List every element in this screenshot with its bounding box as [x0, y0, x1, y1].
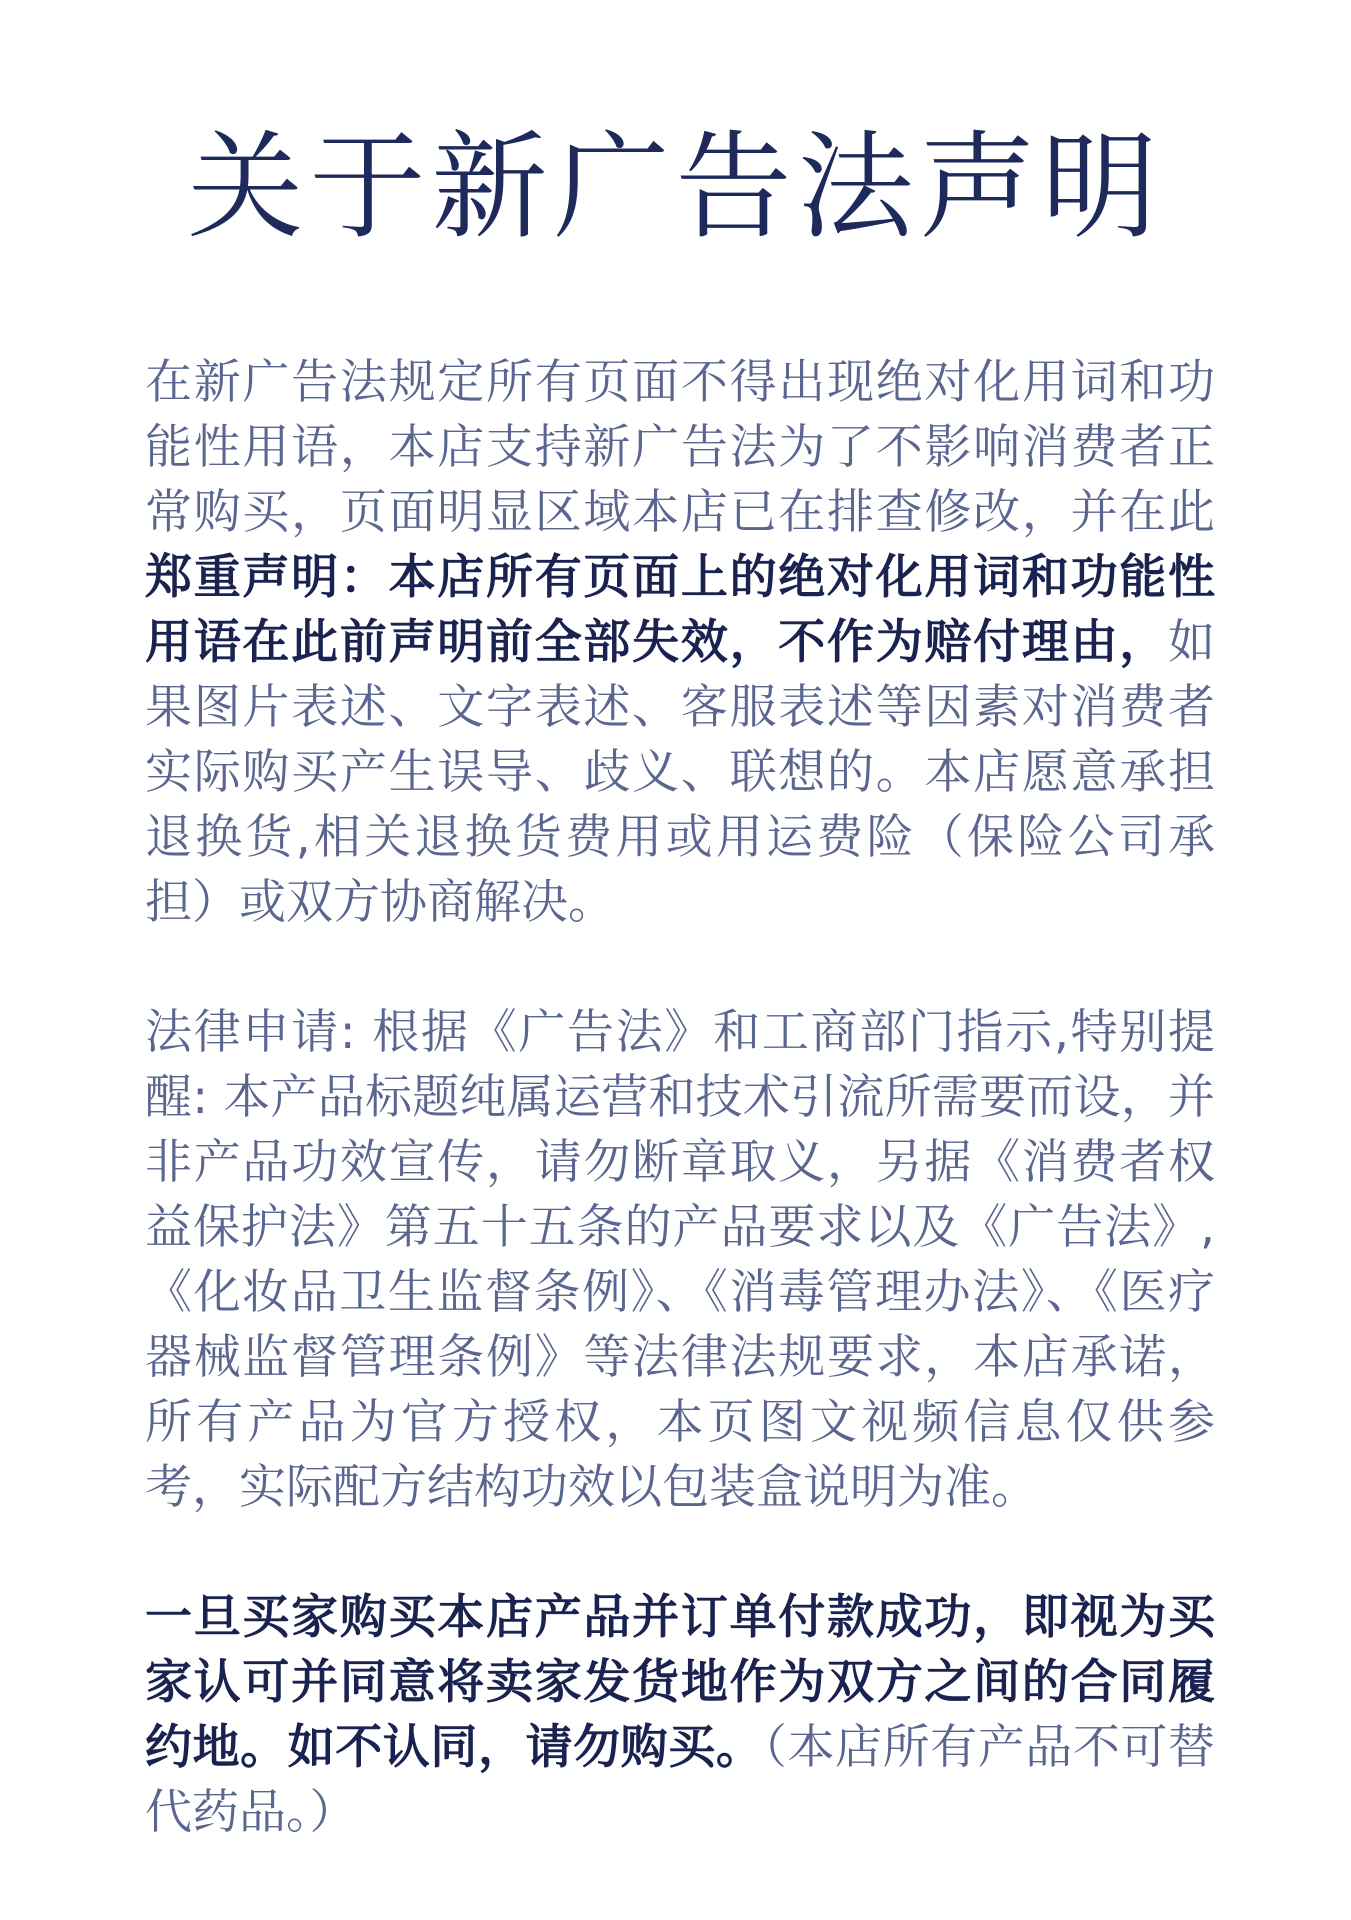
purchase-agreement-paragraph [145, 1585, 1215, 1845]
declaration-bold-statement: 郑重声明：本店所有页面上的绝对化用词和功能性用语在此前声明前全部失效，不作为赔付理由， [145, 550, 1215, 670]
page-title: 关于新广告法声明 [187, 120, 1164, 255]
purchase-agreement-bold: 一旦买家购买本店产品并订单付款成功，即视为买家认可并同意将卖家发货地作为双方之间的合同履约地。如不认同，请勿购买。 [145, 1590, 1215, 1775]
legal-notice-text: 法律申请: 根据《广告法》和工商部门指示,特别提醒: 本产品标题纯属运营和技术引流所需要而设，并非产品功效宣传，请勿断章取义，另据《消费者权益保护法》第五十五条的产品要求以及《广告法》,《化妆品卫生监督条例》、《消毒管理办法》、《医疗器械监督管理条例》等法律法规要求，本店承诺，所有产品为官方授权，本页图文视频信息仅供参考，实际配方结构功效以包装盒说明为准。 [145, 1005, 1215, 1515]
declaration-text-intro: 在新广告法规定所有页面不得出现绝对化用词和功能性用语，本店支持新广告法为了不影响消费者正常购买，页面明显区域本店已在排查修改，并在此 [145, 355, 1215, 540]
purchase-agreement-note: （本店所有产品不可替代药品。） [145, 1720, 1216, 1840]
declaration-paragraph [145, 350, 1215, 935]
legal-notice-paragraph [145, 1000, 1215, 1520]
declaration-text-remedy: 如果图片表述、文字表述、客服表述等因素对消费者实际购买产生误导、歧义、联想的。本店愿意承担退换货,相关退换货费用或用运费险（保险公司承担）或双方协商解决。 [145, 615, 1215, 930]
